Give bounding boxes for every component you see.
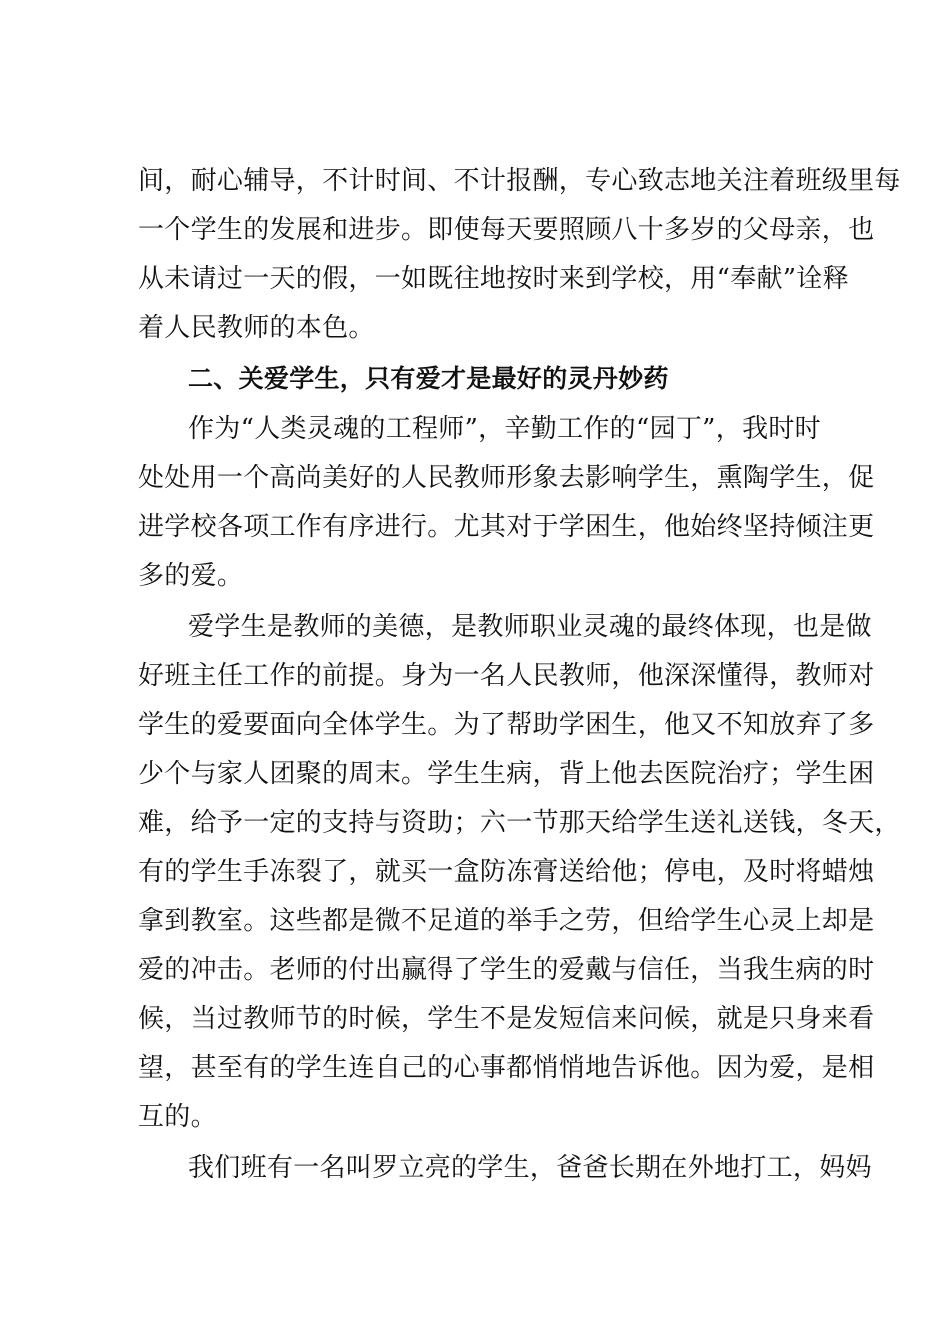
text-line: 候，当过教师节的时候，学生不是发短信来问候，就是只身来看 (138, 1004, 875, 1034)
text-line: 拿到教室。这些都是微不足道的举手之劳，但给学生心灵上却是 (138, 906, 875, 936)
text-line: 望，甚至有的学生连自己的心事都悄悄地告诉他。因为爱，是相 (138, 1053, 875, 1083)
text-line: 好班主任工作的前提。身为一名人民教师，他深深懂得，教师对 (138, 661, 875, 691)
text-line: 进学校各项工作有序进行。尤其对于学困生，他始终坚持倾注更 (138, 512, 875, 542)
text-line: 互的。 (138, 1102, 217, 1132)
text-line: 少个与家人团聚的周末。学生生病，背上他去医院治疗；学生困 (138, 759, 875, 789)
text-line: 难，给予一定的支持与资助；六一节那天给学生送礼送钱，冬天， (138, 808, 901, 838)
text-line: 爱学生是教师的美德，是教师职业灵魂的最终体现，也是做 (188, 612, 872, 642)
text-line: 我们班有一名叫罗立亮的学生，爸爸长期在外地打工，妈妈 (188, 1153, 872, 1183)
text-line: 一个学生的发展和进步。即使每天要照顾八十多岁的父母亲，也 (138, 215, 875, 245)
text-line: 从未请过一天的假，一如既往地按时来到学校，用“奉献”诠释 (138, 264, 849, 294)
section-heading: 二、关爱学生，只有爱才是最好的灵丹妙药 (188, 364, 669, 393)
text-line: 学生的爱要面向全体学生。为了帮助学困生，他又不知放弃了多 (138, 710, 875, 740)
text-line: 有的学生手冻裂了，就买一盒防冻膏送给他；停电，及时将蜡烛 (138, 857, 875, 887)
text-line: 多的爱。 (138, 561, 244, 591)
text-line: 处处用一个高尚美好的人民教师形象去影响学生，熏陶学生，促 (138, 463, 875, 493)
text-line: 着人民教师的本色。 (138, 313, 375, 343)
text-line: 间，耐心辅导，不计时间、不计报酬，专心致志地关注着班级里每 (138, 166, 901, 196)
text-line: 爱的冲击。老师的付出赢得了学生的爱戴与信任，当我生病的时 (138, 955, 875, 985)
text-line: 作为“人类灵魂的工程师”，辛勤工作的“园丁”，我时时 (188, 414, 821, 444)
